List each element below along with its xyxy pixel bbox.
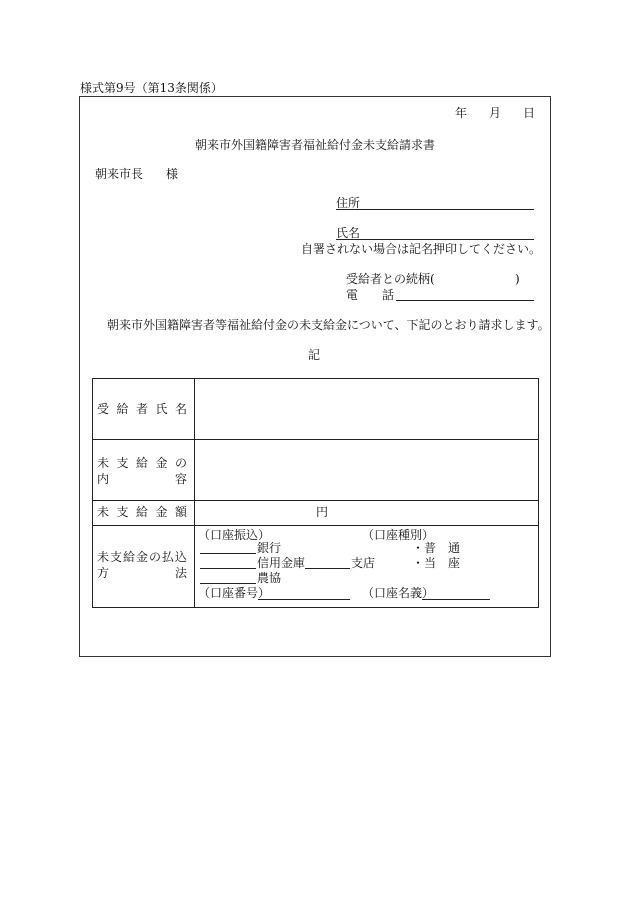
content-label-char: 支 <box>116 456 129 470</box>
addressee-name: 朝来市長 <box>95 167 144 181</box>
payment-method-label <box>97 550 187 580</box>
content-label-a: 内 <box>97 472 110 486</box>
shinkin-name-field[interactable] <box>200 568 256 569</box>
recipient-name-char: 氏 <box>155 402 168 416</box>
recipient-name-char: 受 <box>97 402 110 416</box>
account-number-label: （口座番号） <box>198 586 271 600</box>
transfer-label: （口座振込） <box>198 528 271 542</box>
method-label-char: 未 <box>97 550 110 564</box>
content-label-b: 容 <box>174 472 187 486</box>
content-label-char: 給 <box>135 456 148 470</box>
name-label: 氏名 <box>336 226 361 240</box>
account-type-toza[interactable]: ・当 座 <box>412 556 461 570</box>
method-label-char: 給 <box>122 550 135 564</box>
table-row-divider <box>93 500 538 501</box>
account-holder-field[interactable] <box>422 599 490 600</box>
account-type-futsu[interactable]: ・普 通 <box>412 541 461 555</box>
account-holder-label: （口座名義） <box>362 586 435 600</box>
date-year: 年 <box>455 106 468 120</box>
method-label-char: 払 <box>161 550 174 564</box>
bank-label: 銀行 <box>257 541 282 555</box>
amount-field[interactable] <box>194 500 314 524</box>
method-label-char: 支 <box>109 550 122 564</box>
amount-label-char: 未 <box>97 505 110 519</box>
phone-label-1: 電 <box>346 288 359 302</box>
amount-unit: 円 <box>316 505 329 519</box>
method-label-char: の <box>148 550 161 564</box>
recipient-name-field[interactable] <box>194 379 538 438</box>
name-field[interactable] <box>336 239 534 240</box>
relation-label: 受給者との続柄( <box>346 272 435 286</box>
method-label-b: 法 <box>174 566 187 580</box>
amount-label-char: 額 <box>174 505 187 519</box>
nokyo-label: 農協 <box>257 571 282 585</box>
content-field[interactable] <box>194 440 538 499</box>
method-label-a: 方 <box>97 566 110 580</box>
address-label: 住所 <box>336 196 361 210</box>
bank-name-field[interactable] <box>200 553 256 554</box>
document-title: 朝来市外国籍障害者福祉給付金未支給請求書 <box>194 138 435 152</box>
amount-label-char: 金 <box>155 505 168 519</box>
amount-label <box>97 505 187 519</box>
shinkin-label: 信用金庫 <box>257 556 306 570</box>
seal-note: 自署されない場合は記名押印してください。 <box>301 242 542 256</box>
amount-label-char: 給 <box>135 505 148 519</box>
content-label-char: の <box>174 456 187 470</box>
account-type-label: （口座種別） <box>362 528 435 542</box>
recipient-name-char: 者 <box>135 402 148 416</box>
form-number: 様式第9号（第13条関係） <box>80 81 223 95</box>
address-field[interactable] <box>336 209 534 210</box>
relation-close: ) <box>515 272 520 286</box>
phone-field[interactable] <box>396 300 534 301</box>
branch-label: 支店 <box>351 556 376 570</box>
branch-name-field[interactable] <box>305 568 350 569</box>
content-label-char: 金 <box>155 456 168 470</box>
content-label <box>97 456 187 486</box>
method-label-char: 金 <box>135 550 148 564</box>
method-label-char: 込 <box>174 550 187 564</box>
phone-label-2: 話 <box>382 288 395 302</box>
recipient-name-char: 給 <box>116 402 129 416</box>
nokyo-name-field[interactable] <box>200 583 256 584</box>
ki-mark: 記 <box>308 348 321 362</box>
date-month: 月 <box>489 106 502 120</box>
table-row-divider <box>93 525 538 526</box>
recipient-name-char: 名 <box>174 402 187 416</box>
content-label-char: 未 <box>97 456 110 470</box>
addressee-honorific: 様 <box>166 167 179 181</box>
account-number-field[interactable] <box>258 599 350 600</box>
recipient-name-label <box>97 402 187 416</box>
date-day: 日 <box>523 106 536 120</box>
amount-label-char: 支 <box>116 505 129 519</box>
request-statement: 朝来市外国籍障害者等福祉給付金の未支給金について、下記のとおり請求します。 <box>107 318 550 332</box>
